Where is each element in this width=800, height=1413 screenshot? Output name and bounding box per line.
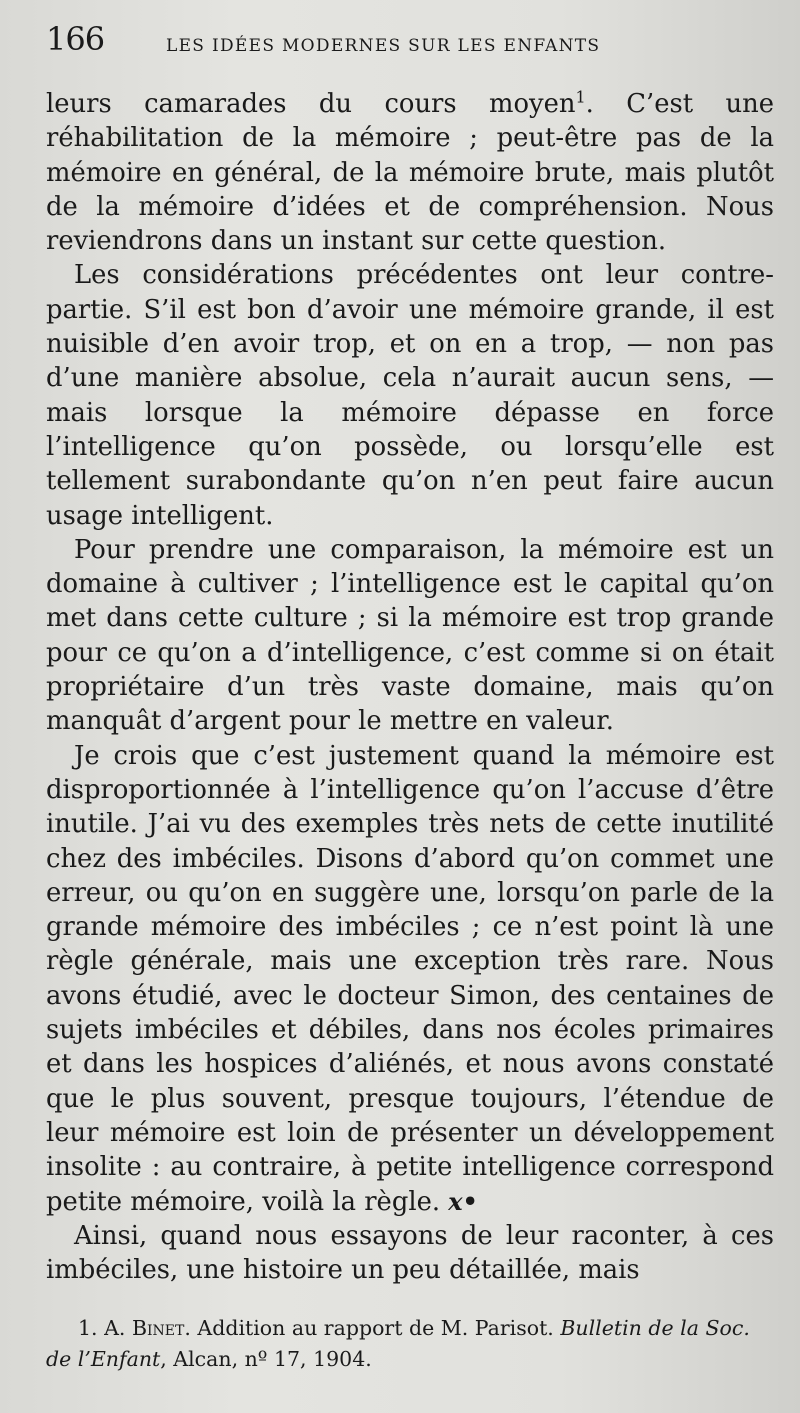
- footnote: [46, 1313, 774, 1375]
- paragraph-1: [46, 87, 774, 258]
- paragraph-4: [46, 739, 774, 1219]
- footnote-reference: 1: [575, 87, 586, 107]
- footnote-author-initial: A.: [104, 1316, 126, 1340]
- body-text: [46, 87, 774, 1287]
- footnote-journal: Bulletin de la Soc. de l’Enfant: [46, 1316, 750, 1371]
- running-head: [46, 20, 768, 70]
- paragraph-1-text-b: . C’est une réhabilitation de la mémoire ; peut-être pas de la mémoire en général, de la mémoire brute, mais plutôt de la mémoire d’idées et de compréhension. Nous reviendrons dans un instant sur cette question.: [46, 89, 774, 257]
- running-title: LES IDÉES MODERNES SUR LES ENFANTS: [166, 36, 601, 56]
- footnote-text-1: . Addition au rapport de M. Parisot.: [184, 1316, 554, 1340]
- paragraph-3: Pour prendre une comparaison, la mémoire est un domaine à cultiver ; l’intelligence est le capital qu’on met dans cette culture ; si la mémoire est trop grande pour ce qu’on a d’intelligence, c’est comme si on était propriétaire d’un très vaste domaine, mais qu’on manquât d’argent pour le mettre en valeur.: [46, 534, 774, 737]
- paragraph-2: Les considérations précédentes ont leur contre-partie. S’il est bon d’avoir une mémoire grande, il est nuisible d’en avoir trop, et on en a trop, — non pas d’une manière absolue, cela n’aurait aucun sens, — mais lorsque la mémoire dépasse en force l’intelligence qu’on possède, ou lorsqu’elle est tellement surabondante qu’on n’en peut faire aucun usage intelligent.: [46, 260, 774, 531]
- footnote-text-2: , Alcan, nº 17, 1904.: [160, 1347, 372, 1371]
- paragraph-5: Ainsi, quand nous essayons de leur raconter, à ces imbéciles, une histoire un peu détaillée, mais: [46, 1220, 774, 1286]
- paragraph-1-text-a: leurs camarades du cours moyen: [46, 89, 576, 119]
- paragraph-4-text: Je crois que c’est justement quand la mémoire est disproportionnée à l’intelligence qu’on l’accuse d’être inutile. J’ai vu des exemples très nets de cette inutilité chez des imbéciles. Disons d’abord qu’on commet une erreur, ou qu’on en suggère une, lorsqu’on parle de la grande mémoire des imbéciles ; ce n’est point là une règle générale, mais une exception très rare. Nous avons étudié, avec le docteur Simon, des centaines de sujets imbéciles et débiles, dans nos écoles primaires et dans les hospices d’aliénés, et nous avons constaté que le plus souvent, presque toujours, l’étendue de leur mémoire est loin de présenter un développement insolite : au contraire, à petite intelligence correspond petite mémoire, voilà la règle.: [46, 740, 774, 1217]
- page-number: 166: [46, 20, 105, 58]
- footnote-author-name: Binet: [131, 1316, 185, 1340]
- handwritten-mark: x•: [448, 1186, 478, 1216]
- footnote-number: 1.: [78, 1316, 98, 1340]
